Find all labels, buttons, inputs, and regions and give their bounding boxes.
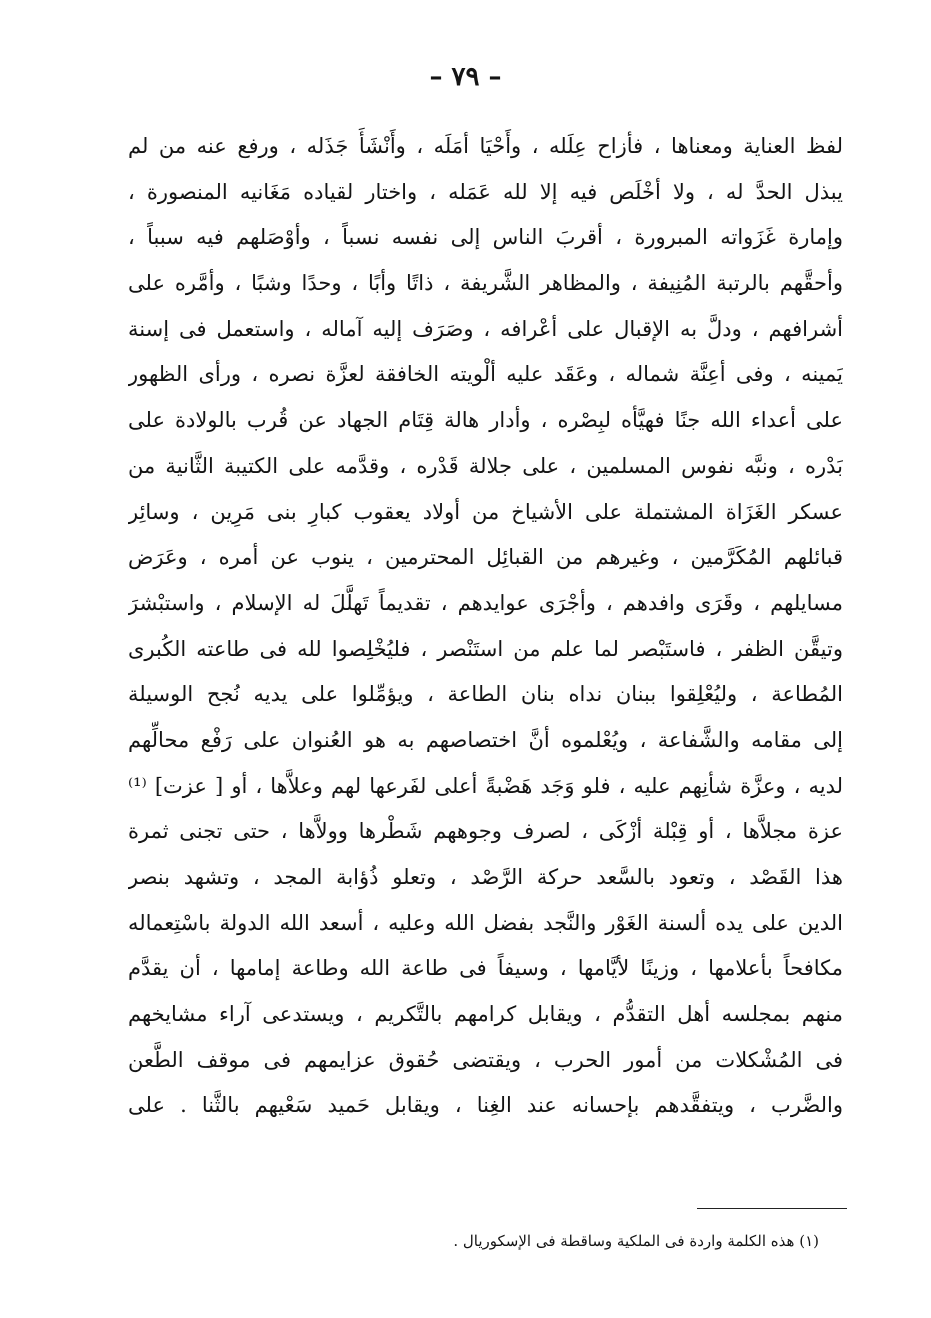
text-line: إلى مقامه والشَّفاعة ، ويُعْلموه أنَّ اختصاصهم به هو العُنوان على رَفْع محالِّهم	[128, 727, 843, 752]
text-line: لفظ العناية ومعناها ، فأزاح عِلَله ، وأَحْيَا أمَلَه ، وأَنْشَأَ جَذَله ، ورفع عنه من لم	[128, 134, 843, 158]
text-line: هذا القَصْد ، وتعود بالسَّعد حركة الرَّصْد ، وتعلو ذُؤابة المجد ، وتشهد بنصر	[128, 865, 843, 889]
text-line: قبائلهم المُكَرَّمين ، وغيرهم من القبائِل المحترمين ، ينوب عن أمره ، وعَرَض	[128, 545, 843, 570]
footnote-divider	[697, 1208, 847, 1209]
text-line: يبذل الحدَّ له ، ولا أخْلَص فيه إلا لله عَمَله ، واختار لقياده مَغَانيه المنصورة ،	[128, 179, 843, 204]
text-line: وتيقَّن الظفر ، فاستَبْصر لما علم من استَنْصر ، فليُخْلِصوا لله فى طاعته الكُبرى	[128, 636, 843, 661]
text-line: بَدْره ، ونبَّه نفوس المسلمين ، على جلالة قَدْره ، وقدَّمه على الكتيبة الثَّانية من	[128, 453, 843, 478]
text-line: مسايلهم ، وقَرَى وافدهم ، وأجْرَى عوايدهم ، تقديماً تَهلَّلَ له الإسلام ، واستبْشرَ	[128, 590, 843, 615]
text-line: يَمينه ، وفى أعِنَّة شماله ، وعَقَد عليه ألْويته الخافقة لعزَّة نصره ، ورأى الظهور	[128, 362, 843, 387]
body-text	[128, 124, 843, 1129]
footnote: (١) هذه الكلمة واردة فى الملكية وساقطة فى الإسكوريال .	[453, 1232, 819, 1250]
text-line: المُطاعة ، وليُعْلِقوا ببنان نداه بنان الطاعة ، ويؤمِّلوا على يديه نُجح الوسيلة	[128, 682, 843, 707]
text-line: فى المُشْكلات من أمور الحرب ، ويقتضى حُقوق عزايمهم فى موقف الطَّعن	[128, 1047, 843, 1072]
text-line: الدين على يده ألسنة الغَوْر والنَّجد بفضل الله وعليه ، أسعد الله الدولة باسْتِعماله	[128, 910, 843, 935]
text-line: وإمارة غَزَواته المبرورة ، أقربَ الناس إلى نفسه نسباً ، وأوْصَلهم فيه سبباً ،	[128, 225, 843, 250]
text-line: منهم بمجلسه أهل التقدُّم ، ويقابل كرامهم بالتَّكريم ، ويستدعى آراء مشايخهم	[128, 1002, 843, 1027]
text-line: عزة مجلاَّها ، أو قِبْلة أزْكَى ، لصرف وجوههم شَطْرها وولاَّها ، حتى تجنى ثمرة	[128, 819, 843, 844]
text-line: وأحقَّهم بالرتبة المُنِيفة ، والمظاهر الشَّريفة ، ذاتًا وأبًا ، وحدًا وشبًا ، وأمَّره على	[128, 271, 843, 296]
text-line: عسكر الغَزَاة المشتملة على الأشياخ من أولاد يعقوب كبارِ بنى مَرِين ، وسائِر	[128, 499, 843, 524]
text-line: لديه ، وعزَّة شأنِهم عليه ، فلو وَجَد هَضْبةً أعلى لفَرعها لهم وعلاَّها ، أو [ عزت] ⁽¹⁾	[128, 773, 843, 798]
text-line: على أعداء الله جنًا فهيَّأه لبِصْره ، وأدار هالة قِتَام الجهاد عن قُرب بالولادة على	[128, 408, 843, 433]
text-line: والضَّرب ، ويتفقَّدهم بإحسانه عند الغِنا ، ويقابل حَميد سَعْيهم بالثَّنا . على	[128, 1093, 843, 1118]
text-line: مكافحاً بأعلامها ، وزينًا لأيَّامها ، وسيفاً فى طاعة الله وطاعة إمامها ، أن يقدَّم	[128, 956, 843, 981]
text-line: أشرافهم ، ودلَّ به الإقبال على أعْرافه ، وصَرَف إليه آماله ، واستعمل فى إسنة	[128, 316, 843, 341]
page-number: – ٧٩ –	[429, 62, 502, 92]
